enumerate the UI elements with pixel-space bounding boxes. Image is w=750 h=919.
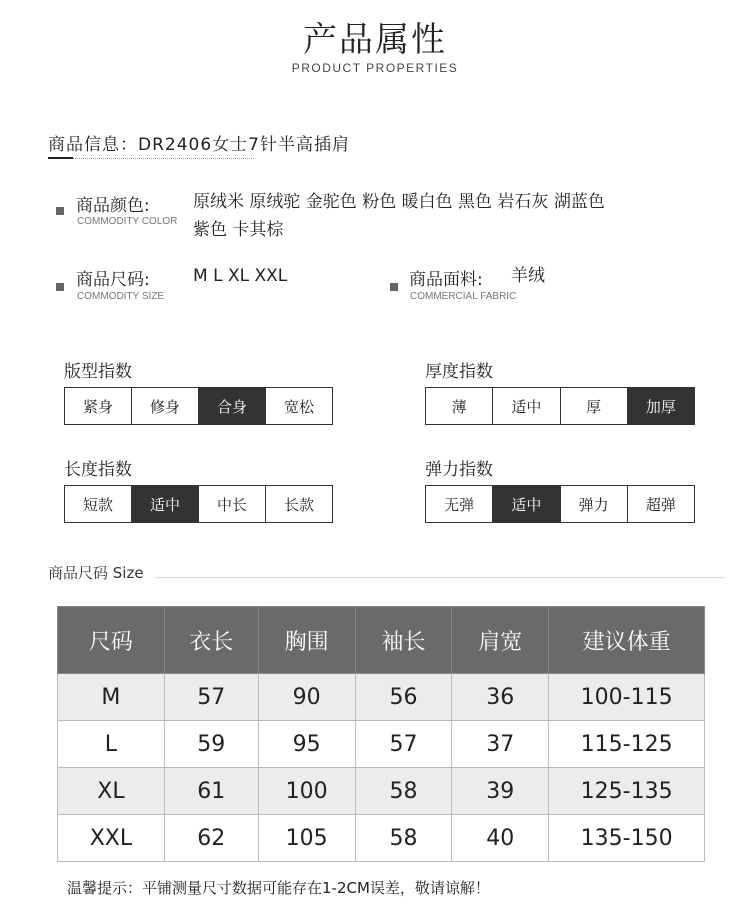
size-label: 商品尺码:: [76, 270, 150, 290]
table-cell: 61: [164, 768, 258, 815]
table-row: [58, 815, 705, 862]
length-option[interactable]: 短款: [65, 486, 132, 522]
table-cell: M: [58, 674, 165, 721]
size-bullet-icon: [56, 283, 64, 291]
size-table-header-row: [58, 607, 705, 674]
size-value: M L XL XXL: [193, 266, 288, 286]
thickness-option[interactable]: 加厚: [628, 388, 694, 424]
color-values-line2: 紫色 卡其棕: [193, 220, 284, 240]
header-sleeve: 袖长: [355, 607, 452, 674]
elasticity-option[interactable]: 超弹: [645, 495, 676, 514]
product-info-label: 商品信息：: [48, 135, 138, 155]
table-cell: 125-135: [549, 768, 705, 815]
thickness-option[interactable]: 适中: [493, 388, 560, 424]
thickness-index-selector: [425, 387, 695, 425]
table-cell: XXL: [58, 815, 165, 862]
thickness-option[interactable]: 厚: [561, 388, 628, 424]
table-cell: XL: [58, 768, 165, 815]
table-cell: 39: [452, 768, 549, 815]
table-row: [58, 768, 705, 815]
table-cell: 115-125: [549, 721, 705, 768]
size-table-title-rule: [155, 577, 725, 578]
fit-index-title: 版型指数: [64, 362, 132, 382]
size-table: [57, 606, 705, 862]
measurement-tip: 温馨提示：平铺测量尺寸数据可能存在1-2CM误差，敬请谅解！: [67, 879, 490, 897]
fit-option[interactable]: 紧身: [65, 388, 132, 424]
size-sublabel: COMMODITY SIZE: [77, 291, 165, 302]
fit-option[interactable]: 合身: [199, 388, 266, 424]
thickness-index-title: 厚度指数: [425, 362, 493, 382]
table-row: [58, 721, 705, 768]
table-cell: 36: [452, 674, 549, 721]
table-cell: 105: [258, 815, 355, 862]
table-cell: 95: [258, 721, 355, 768]
size-table-title: 商品尺码 Size: [48, 564, 144, 582]
table-cell: 100-115: [549, 674, 705, 721]
length-index-title: 长度指数: [64, 460, 132, 480]
table-cell: L: [58, 721, 165, 768]
table-cell: 62: [164, 815, 258, 862]
header-length: 衣长: [164, 607, 258, 674]
page-title: 产品属性: [303, 20, 447, 60]
color-sublabel: COMMODITY COLOR: [77, 216, 178, 227]
fabric-value: 羊绒: [511, 266, 545, 286]
thickness-option[interactable]: 薄: [426, 388, 493, 424]
elasticity-index-title: 弹力指数: [425, 460, 493, 480]
table-cell: 56: [355, 674, 452, 721]
table-cell: 135-150: [549, 815, 705, 862]
table-cell: 100: [258, 768, 355, 815]
elasticity-option[interactable]: 适中: [493, 486, 560, 522]
fabric-bullet-icon: [390, 283, 398, 291]
fit-option[interactable]: 宽松: [283, 397, 314, 416]
table-row: [58, 674, 705, 721]
table-cell: 58: [355, 815, 452, 862]
length-option[interactable]: 长款: [283, 495, 314, 514]
elasticity-index-selector: [425, 485, 695, 523]
length-index-selector: [64, 485, 333, 523]
info-divider-accent: [48, 157, 73, 159]
table-cell: 59: [164, 721, 258, 768]
header-size: 尺码: [58, 607, 165, 674]
fit-option[interactable]: 修身: [132, 388, 199, 424]
header-shoulder: 肩宽: [452, 607, 549, 674]
info-divider: [48, 158, 254, 159]
product-info-value: DR2406女士7针半高插肩: [138, 135, 350, 155]
table-cell: 37: [452, 721, 549, 768]
table-cell: 40: [452, 815, 549, 862]
color-label: 商品颜色:: [76, 196, 150, 216]
elasticity-option[interactable]: 无弹: [426, 486, 493, 522]
product-info: [48, 130, 350, 155]
fit-index-selector: [64, 387, 333, 425]
table-cell: 57: [355, 721, 452, 768]
length-option[interactable]: 适中: [132, 486, 199, 522]
header-weight: 建议体重: [549, 607, 705, 674]
fabric-sublabel: COMMERCIAL FABRIC: [410, 291, 517, 302]
table-cell: 58: [355, 768, 452, 815]
length-option[interactable]: 中长: [199, 486, 266, 522]
color-bullet-icon: [56, 207, 64, 215]
page-subtitle: PRODUCT PROPERTIES: [291, 61, 459, 75]
header-bust: 胸围: [258, 607, 355, 674]
fabric-label: 商品面料:: [409, 270, 483, 290]
color-values-line1: 原绒米 原绒驼 金驼色 粉色 暖白色 黑色 岩石灰 湖蓝色: [193, 192, 605, 212]
color-values: [193, 188, 733, 244]
table-cell: 90: [258, 674, 355, 721]
table-cell: 57: [164, 674, 258, 721]
elasticity-option[interactable]: 弹力: [561, 486, 628, 522]
